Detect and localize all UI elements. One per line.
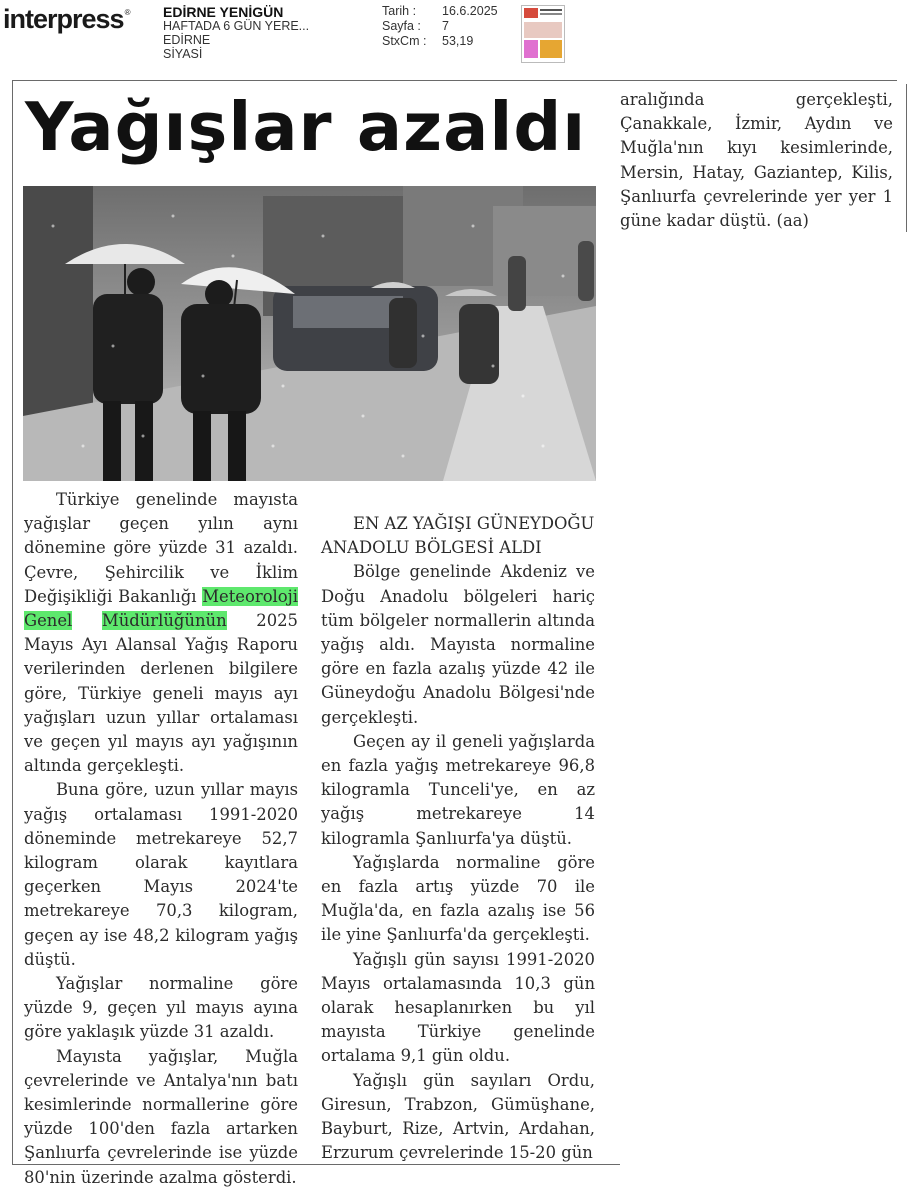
article-column-3 [620, 88, 893, 233]
clipping-meta [382, 4, 498, 49]
paragraph: Türkiye genelinde mayısta yağışlar geçen yılın aynı dönemine göre yüzde 31 azaldı. Çevre, Şehircilik ve İklim Değişikliği Bakanlığı Meteoroloji Genel Müdürlüğünün 2025 Mayıs Ayı Alansal Yağış Raporu verilerinden derlenen bilgilere göre, Türkiye geneli mayıs ayı yağışları uzun yıllar ortalaması ve geçen yıl mayıs ayı yağışının altında gerçekleşti. [24, 490, 298, 776]
page-thumbnail[interactable] [521, 5, 565, 63]
meta-label: StxCm : [382, 34, 427, 48]
article-column-2 [321, 512, 595, 1165]
publication-category: SİYASİ [163, 47, 203, 61]
section-subheading: EN AZ YAĞIŞI GÜNEYDOĞU ANADOLU BÖLGESİ ALDI [321, 514, 595, 558]
paragraph: Buna göre, uzun yıllar mayıs yağış ortalaması 1991-2020 döneminde metrekareye 52,7 kilogram olarak kayıtlara geçerken Mayıs 2024'te metrekareye 70,3 kilogram, geçen ay ise 48,2 kilogram yağış düştü. [24, 780, 298, 969]
highlight: Müdürlüğünün [101, 611, 227, 631]
rainy-street-image [23, 186, 596, 481]
frame-right-line [906, 84, 907, 232]
publication-city: EDİRNE [163, 33, 211, 47]
highlight: Genel [24, 611, 73, 631]
paragraph: Bölge genelinde Akdeniz ve Doğu Anadolu bölgeleri hariç tüm bölgeler normallerin altında yağış aldı. Mayısta normaline göre en fazla azalış yüzde 42 ile Güneydoğu Anadolu Bölgesi'nde gerçekleşti. [321, 562, 595, 727]
article-column-1 [24, 488, 298, 1190]
paragraph: Yağışlı gün sayısı 1991-2020 Mayıs ortalamasında 10,3 gün olarak hesaplanırken bu yıl mayısta Türkiye genelinde ortalama 9,1 gün oldu. [321, 949, 595, 1066]
paragraph: Mayısta yağışlar, Muğla çevrelerinde ve Antalya'nın batı kesimlerinde normallerine göre yüzde 100'den fazla artarken Şanlıurfa çevrelerinde ise yüzde 80'nin üzerinde azalma gösterdi. [24, 1046, 298, 1187]
meta-row-stxcm [382, 34, 498, 49]
meta-row-page [382, 19, 498, 34]
paragraph: Geçen ay il geneli yağışlarda en fazla yağış metrekareye 96,8 kilogramla Tunceli'ye, en az yağış metrekareye 14 kilogramla Şanlıurfa'ya düştü. [321, 731, 595, 848]
publication-name: EDİRNE YENİGÜN [163, 4, 284, 20]
article-headline: Yağışlar azaldı [25, 88, 587, 166]
article-photo [23, 186, 596, 481]
frame-left-line [12, 80, 13, 1165]
highlight: Meteoroloji [202, 586, 298, 606]
meta-value: 16.6.2025 [442, 4, 498, 18]
registered-mark: ® [124, 8, 130, 17]
paragraph: Yağışlı gün sayıları Ordu, Giresun, Trabzon, Gümüşhane, Bayburt, Rize, Artvin, Ardahan, Erzurum çevrelerinde 15-20 gün [321, 1070, 595, 1163]
paragraph: aralığında gerçekleşti, Çanakkale, İzmir, Aydın ve Muğla'nın kıyı kesimlerinde, Mersin, Hatay, Gaziantep, Kilis, Şanlıurfa çevrelerinde yer yer 1 güne kadar düştü. (aa) [620, 90, 893, 231]
publication-frequency: HAFTADA 6 GÜN YERE... [163, 19, 310, 33]
meta-label: Sayfa : [382, 19, 421, 33]
meta-row-date [382, 4, 498, 19]
paragraph: Yağışlarda normaline göre en fazla artış yüzde 70 ile Muğla'da, en fazla azalış ise 56 ile yine Şanlıurfa'da gerçekleşti. [321, 852, 595, 945]
publication-info [163, 5, 309, 61]
meta-value: 7 [442, 19, 449, 33]
meta-label: Tarih : [382, 4, 417, 18]
interpress-logo: interpress® [3, 4, 130, 34]
meta-value: 53,19 [442, 34, 474, 48]
paragraph: Yağışlar normaline göre yüzde 9, geçen yıl mayıs ayına göre yaklaşık yüzde 31 azaldı. [24, 974, 298, 1042]
